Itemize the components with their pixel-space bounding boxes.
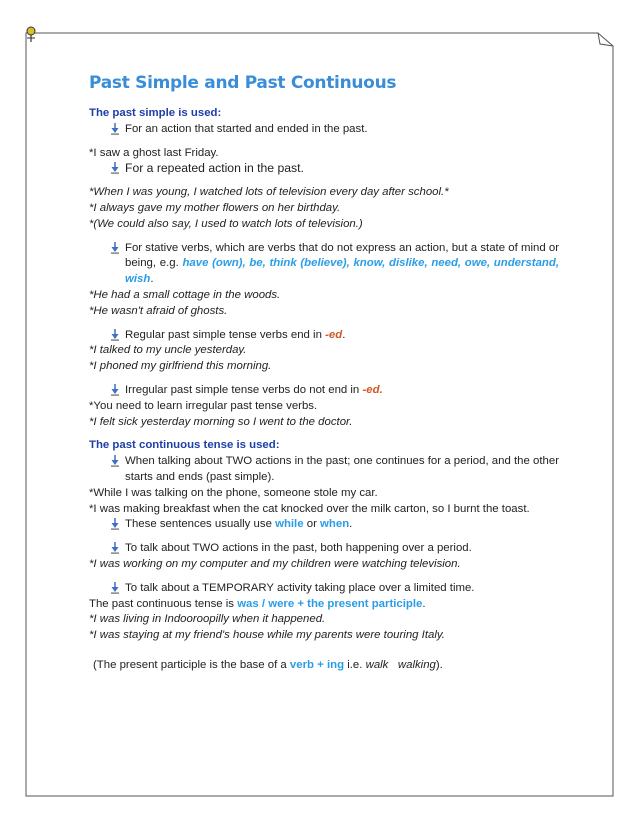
pin-icon xyxy=(27,27,35,42)
stative-verbs-highlight: have (own), be, think (believe), know, dislike, need, owe, understand, wish xyxy=(125,257,559,286)
when-highlight: when xyxy=(320,518,350,531)
document-body xyxy=(89,72,559,674)
simple-heading: The past simple is used: xyxy=(89,107,222,119)
bullet-item: Regular past simple tense verbs end in -ed. xyxy=(89,328,559,344)
down-arrow-bullet-icon xyxy=(110,123,120,135)
ed-suffix-highlight: -ed. xyxy=(362,383,383,396)
ed-suffix-highlight: -ed xyxy=(325,328,343,341)
bullet-item: For stative verbs, which are verbs that do not express an action, but a state of mind or being, e.g. have (own), be, think (believe), know, dislike, need, owe, understand, wish. xyxy=(89,241,559,288)
bullet-item: For an action that started and ended in the past. xyxy=(89,122,559,138)
while-highlight: while xyxy=(275,518,304,531)
down-arrow-bullet-icon xyxy=(110,518,120,530)
example-line: *I was working on my computer and my children were watching television. xyxy=(89,557,461,570)
example-line: *You need to learn irregular past tense verbs. xyxy=(89,399,318,412)
down-arrow-bullet-icon xyxy=(110,384,120,396)
example-line: *When I was young, I watched lots of television every day after school.* xyxy=(89,186,449,199)
bullet-item: To talk about a TEMPORARY activity taking place over a limited time. xyxy=(89,581,559,597)
example-line: *I was staying at my friend's house while my parents were touring Italy. xyxy=(89,629,445,642)
example-line: The past continuous tense is was / were + the present participle. xyxy=(89,597,426,610)
footnote: (The present participle is the base of a verb + ing i.e. walk walking). xyxy=(93,658,443,671)
down-arrow-bullet-icon xyxy=(110,242,120,254)
example-line: *I felt sick yesterday morning so I went to the doctor. xyxy=(89,415,353,428)
example-line: *I phoned my girlfriend this morning. xyxy=(89,360,272,373)
example-line: *He wasn't afraid of ghosts. xyxy=(89,304,228,317)
bullet-item: To talk about TWO actions in the past, both happening over a period. xyxy=(89,541,559,557)
continuous-heading: The past continuous tense is used: xyxy=(89,439,280,452)
bullet-item: Irregular past simple tense verbs do not end in -ed. xyxy=(89,383,559,399)
down-arrow-bullet-icon xyxy=(110,455,120,467)
verb-ing-highlight: verb + ing xyxy=(289,658,345,671)
example-line: *I always gave my mother flowers on her birthday. xyxy=(89,201,341,214)
bullet-item: These sentences usually use while or when. xyxy=(89,517,559,533)
bullet-item: For a repeated action in the past. xyxy=(89,161,559,177)
example-line: *I was living in Indooroopilly when it happened. xyxy=(89,613,326,626)
example-line: *I talked to my uncle yesterday. xyxy=(89,344,247,357)
example-line: *I saw a ghost last Friday. xyxy=(89,146,219,159)
down-arrow-bullet-icon xyxy=(110,162,120,174)
formula-highlight: was / were + the present participle xyxy=(237,597,423,610)
page-title: Past Simple and Past Continuous xyxy=(89,73,397,93)
example-line: *I was making breakfast when the cat knocked over the milk carton, so I burnt the toast. xyxy=(89,502,530,515)
bullet-item: When talking about TWO actions in the past; one continues for a period, and the other starts and ends (past simple). xyxy=(89,454,559,486)
example-line: *(We could also say, I used to watch lots of television.) xyxy=(89,217,363,230)
down-arrow-bullet-icon xyxy=(110,582,120,594)
example-line: *He had a small cottage in the woods. xyxy=(89,288,281,301)
down-arrow-bullet-icon xyxy=(110,329,120,341)
example-line: *While I was talking on the phone, someone stole my car. xyxy=(89,486,378,499)
down-arrow-bullet-icon xyxy=(110,542,120,554)
